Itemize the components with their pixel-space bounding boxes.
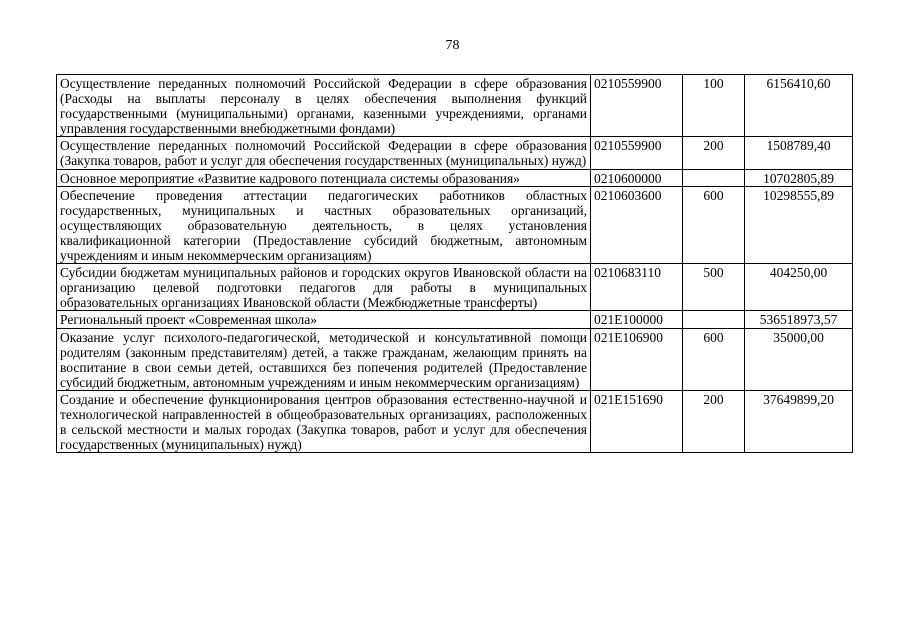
row-code: 021E106900 bbox=[591, 328, 683, 390]
row-description: Обеспечение проведения аттестации педагогических работников областных государственных, муниципальных и частных образовательных организаций, осуществляющих образовательную деятельность, в целях установления квалификационной категории (Предоставление субсидий бюджетным, автономным учреждениям и иным некоммерческим организациям) bbox=[57, 186, 591, 263]
table-row bbox=[57, 137, 853, 169]
row-amount: 35000,00 bbox=[745, 328, 853, 390]
row-amount: 6156410,60 bbox=[745, 75, 853, 137]
row-code: 0210600000 bbox=[591, 169, 683, 186]
row-code: 021E151690 bbox=[591, 390, 683, 452]
table-row bbox=[57, 390, 853, 452]
row-amount: 10702805,89 bbox=[745, 169, 853, 186]
row-code: 0210559900 bbox=[591, 137, 683, 169]
table-row bbox=[57, 186, 853, 263]
row-expense-type: 200 bbox=[683, 137, 745, 169]
row-expense-type: 200 bbox=[683, 390, 745, 452]
row-description: Осуществление переданных полномочий Российской Федерации в сфере образования (Закупка товаров, работ и услуг для обеспечения государственных (муниципальных) нужд) bbox=[57, 137, 591, 169]
row-expense-type: 500 bbox=[683, 264, 745, 311]
row-expense-type: 600 bbox=[683, 328, 745, 390]
row-amount: 10298555,89 bbox=[745, 186, 853, 263]
row-code: 0210559900 bbox=[591, 75, 683, 137]
row-description: Оказание услуг психолого-педагогической, методической и консультативной помощи родителям (законным представителям) детей, а также гражданам, желающим принять на воспитание в свои семьи детей, оставшихся без попечения родителей (Предоставление субсидий бюджетным, автономным учреждениям и иным некоммерческим организациям) bbox=[57, 328, 591, 390]
page-number: 78 bbox=[445, 38, 460, 53]
row-expense-type: 100 bbox=[683, 75, 745, 137]
table-row bbox=[57, 264, 853, 311]
row-code: 0210683110 bbox=[591, 264, 683, 311]
row-amount: 404250,00 bbox=[745, 264, 853, 311]
row-code: 0210603600 bbox=[591, 186, 683, 263]
table-row bbox=[57, 75, 853, 137]
table-row bbox=[57, 169, 853, 186]
row-description: Осуществление переданных полномочий Российской Федерации в сфере образования (Расходы на выплаты персоналу в целях обеспечения выполнения функций государственными (муниципальными) органами, казенными учреждениями, органами управления государственными внебюджетными фондами) bbox=[57, 75, 591, 137]
row-expense-type bbox=[683, 311, 745, 328]
row-code: 021E100000 bbox=[591, 311, 683, 328]
row-expense-type: 600 bbox=[683, 186, 745, 263]
table-row bbox=[57, 328, 853, 390]
budget-table bbox=[56, 74, 853, 453]
row-expense-type bbox=[683, 169, 745, 186]
row-description: Региональный проект «Современная школа» bbox=[57, 311, 591, 328]
row-amount: 37649899,20 bbox=[745, 390, 853, 452]
row-description: Субсидии бюджетам муниципальных районов и городских округов Ивановской области на организацию целевой подготовки педагогов для работы в муниципальных образовательных организациях Ивановской области (Межбюджетные трансферты) bbox=[57, 264, 591, 311]
row-description: Основное мероприятие «Развитие кадрового потенциала системы образования» bbox=[57, 169, 591, 186]
row-description: Создание и обеспечение функционирования центров образования естественно-научной и технологической направленностей в общеобразовательных организациях, расположенных в сельской местности и малых городах (Закупка товаров, работ и услуг для обеспечения государственных (муниципальных) нужд) bbox=[57, 390, 591, 452]
table-row bbox=[57, 311, 853, 328]
row-amount: 1508789,40 bbox=[745, 137, 853, 169]
row-amount: 536518973,57 bbox=[745, 311, 853, 328]
